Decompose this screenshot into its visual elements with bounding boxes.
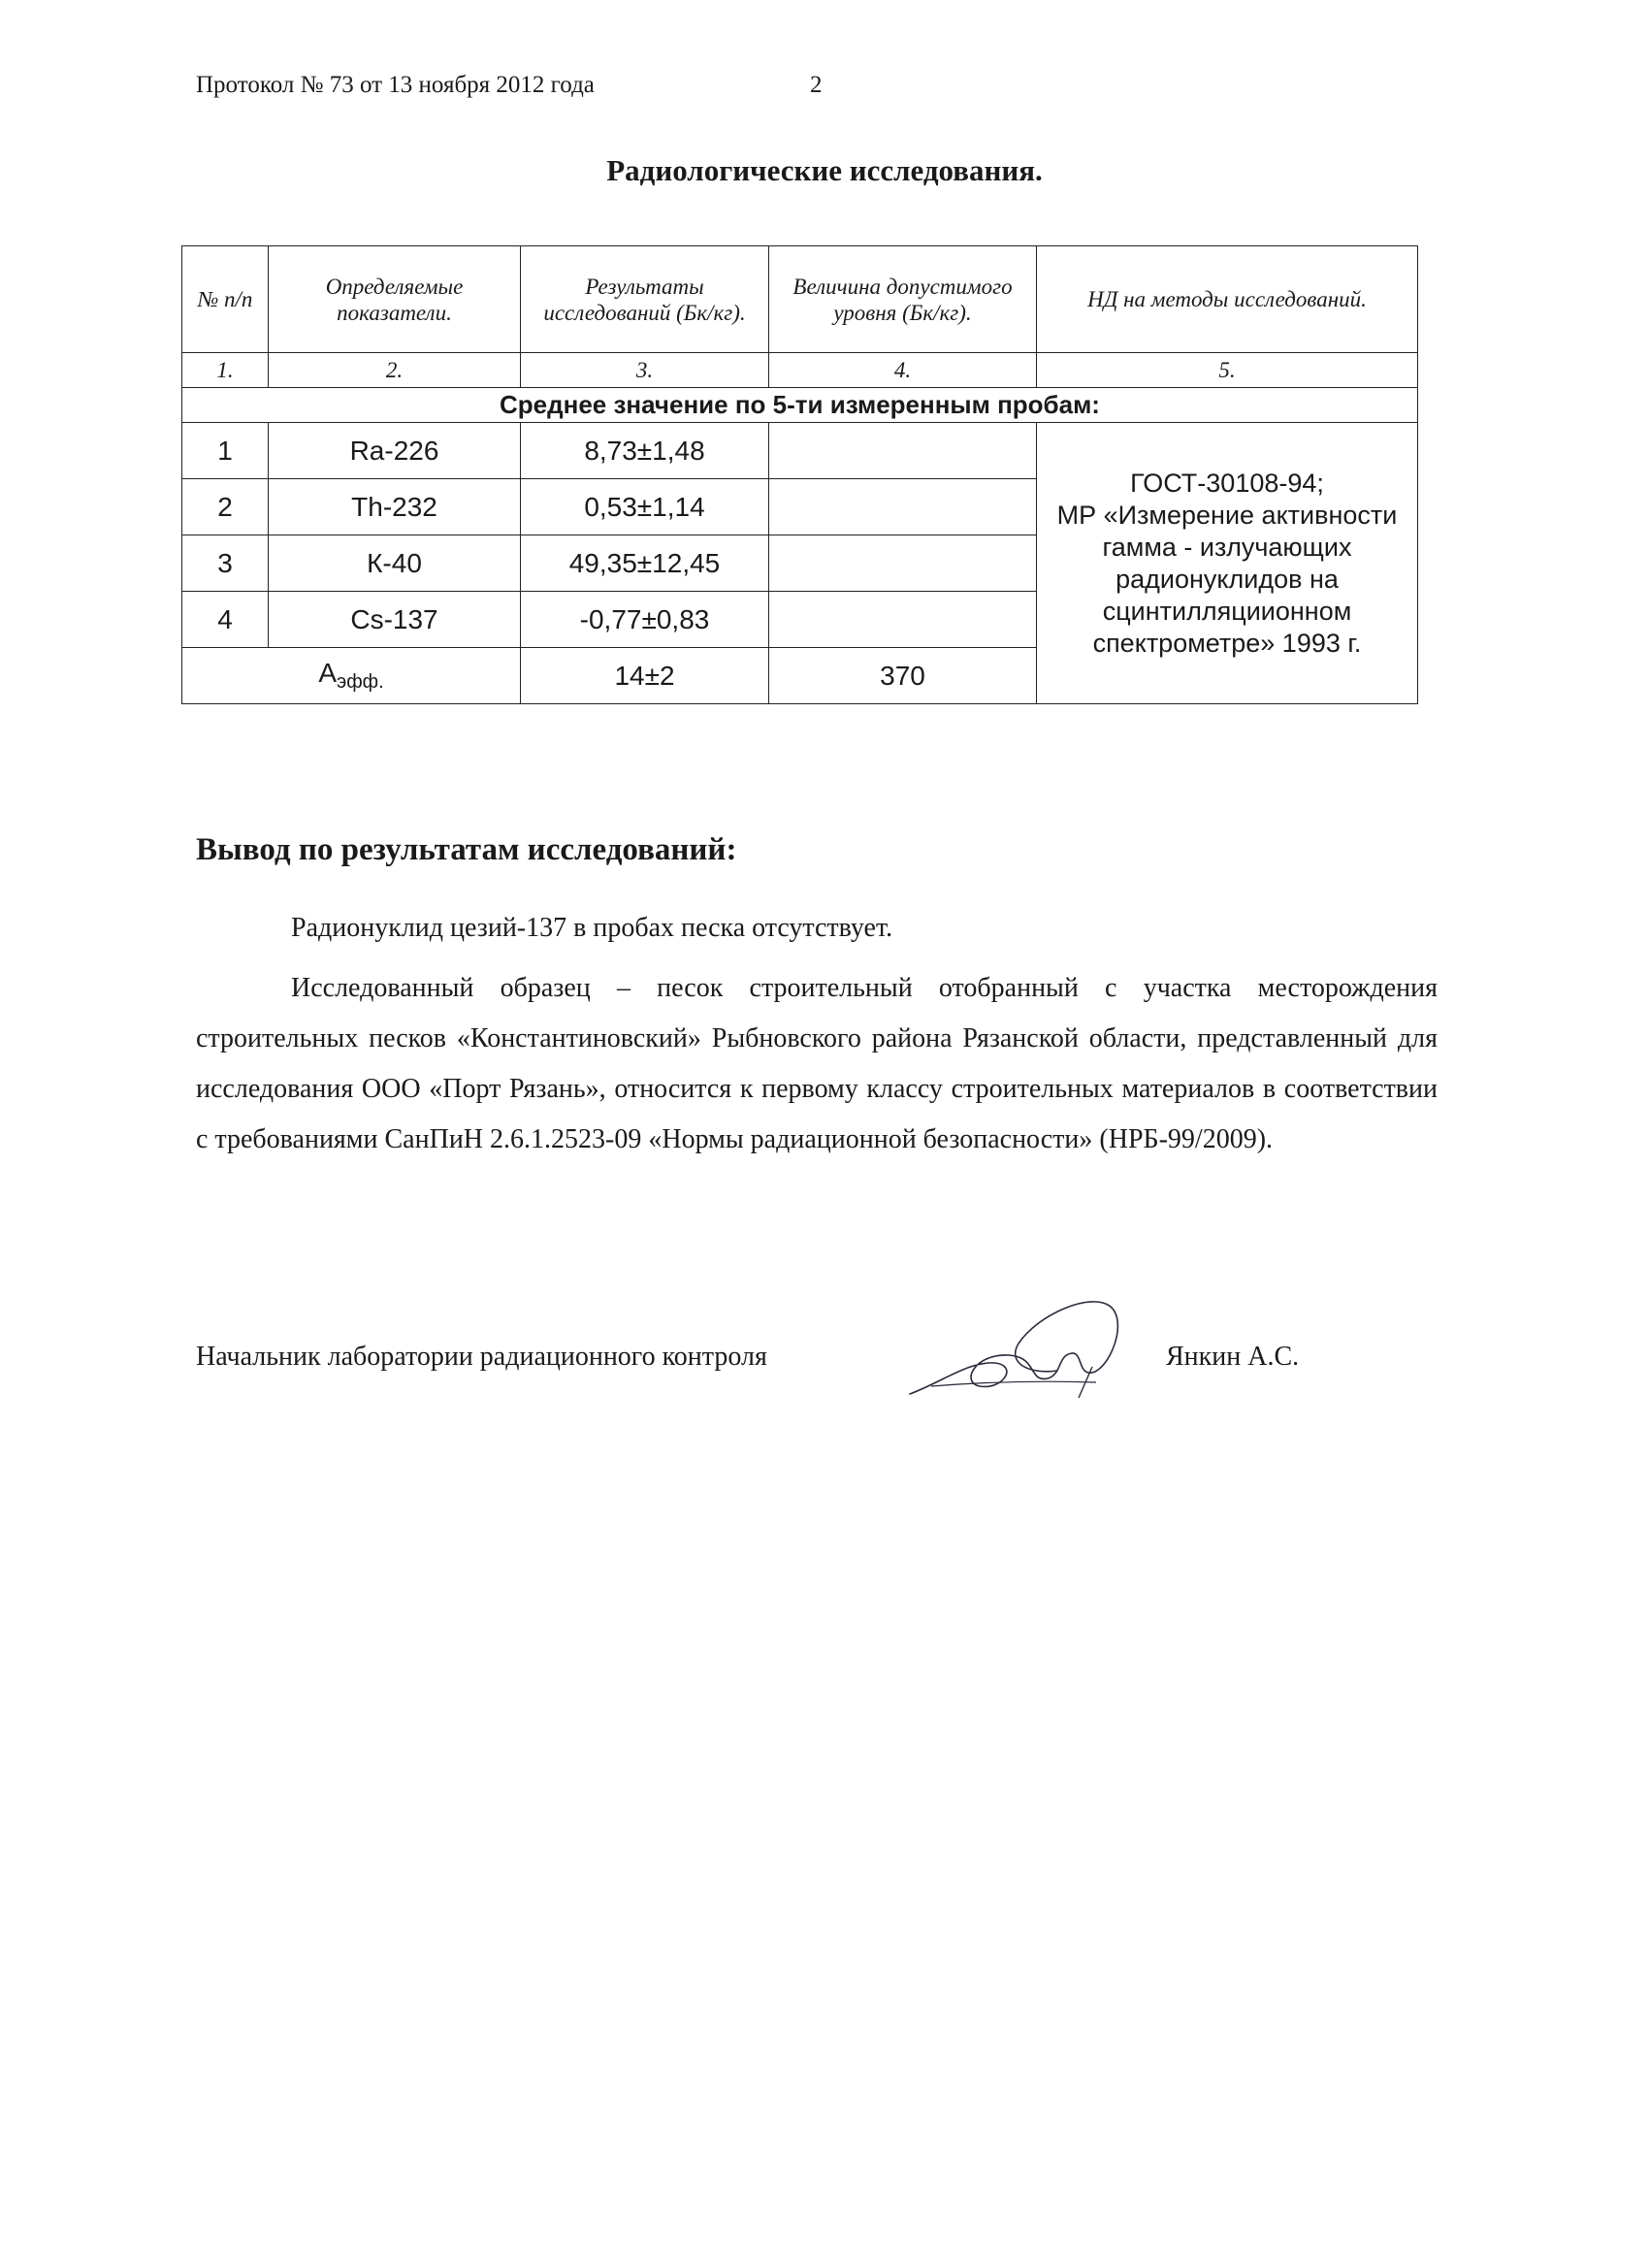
result-cell: 8,73±1,48: [521, 423, 769, 479]
effective-label: [182, 648, 521, 704]
limit-cell: [769, 592, 1037, 648]
effective-result: 14±2: [521, 648, 769, 704]
table-row: [182, 423, 1418, 479]
handwritten-signature: [902, 1285, 1135, 1402]
effective-limit: 370: [769, 648, 1037, 704]
indicator-cell: К-40: [269, 535, 521, 592]
protocol-reference: Протокол № 73 от 13 ноября 2012 года: [196, 72, 595, 98]
methods-cell: [1037, 423, 1418, 704]
indicator-cell: Ra-226: [269, 423, 521, 479]
column-header: № п/п: [182, 246, 269, 353]
row-number: 1: [182, 423, 269, 479]
indicator-cell: Th-232: [269, 479, 521, 535]
column-number-row: [182, 353, 1418, 388]
column-header: Определяемые показатели.: [269, 246, 521, 353]
result-cell: 49,35±12,45: [521, 535, 769, 592]
limit-cell: [769, 535, 1037, 592]
result-cell: 0,53±1,14: [521, 479, 769, 535]
methods-text: ГОСТ-30108-94; МР «Измерение активности гамма - излучающих радионуклидов на сцинтилляциионном спектрометре» 1993 г.: [1056, 468, 1398, 658]
conclusion-title: Вывод по результатам исследований:: [196, 832, 737, 867]
table-header-row: [182, 246, 1418, 353]
column-header: Результаты исследований (Бк/кг).: [521, 246, 769, 353]
limit-cell: [769, 479, 1037, 535]
column-number: 5.: [1037, 353, 1418, 388]
results-table: [181, 245, 1418, 704]
indicator-cell: Cs-137: [269, 592, 521, 648]
conclusion-paragraph: Исследованный образец – песок строительный отобранный с участка месторождения строительных песков «Константиновский» Рыбновского района Рязанской области, представленный для исследования ООО «Порт Рязань», относится к первому классу строительных материалов в соответствии с требованиями СанПиН 2.6.1.2523-09 «Нормы радиационной безопасности» (НРБ-99/2009).: [196, 973, 1438, 1154]
signer-name: Янкин А.С.: [1166, 1342, 1300, 1372]
column-header: Величина допустимого уровня (Бк/кг).: [769, 246, 1037, 353]
result-cell: -0,77±0,83: [521, 592, 769, 648]
row-number: 4: [182, 592, 269, 648]
limit-cell: [769, 423, 1037, 479]
effective-subscript: эфф.: [337, 671, 384, 693]
table-section-row: [182, 388, 1418, 423]
column-number: 3.: [521, 353, 769, 388]
row-number: 2: [182, 479, 269, 535]
column-number: 4.: [769, 353, 1037, 388]
row-number: 3: [182, 535, 269, 592]
effective-symbol: А: [318, 658, 337, 688]
document-title: Радиологические исследования.: [606, 153, 1043, 187]
column-number: 1.: [182, 353, 269, 388]
section-title: Среднее значение по 5-ти измеренным пробам:: [182, 388, 1418, 423]
conclusion-paragraph: Радионуклид цезий-137 в пробах песка отсутствует.: [291, 913, 893, 943]
signer-position: Начальник лаборатории радиационного контроля: [196, 1342, 767, 1372]
document-header: [196, 72, 823, 99]
column-number: 2.: [269, 353, 521, 388]
column-header: НД на методы исследований.: [1037, 246, 1418, 353]
page-number: 2: [810, 72, 823, 98]
